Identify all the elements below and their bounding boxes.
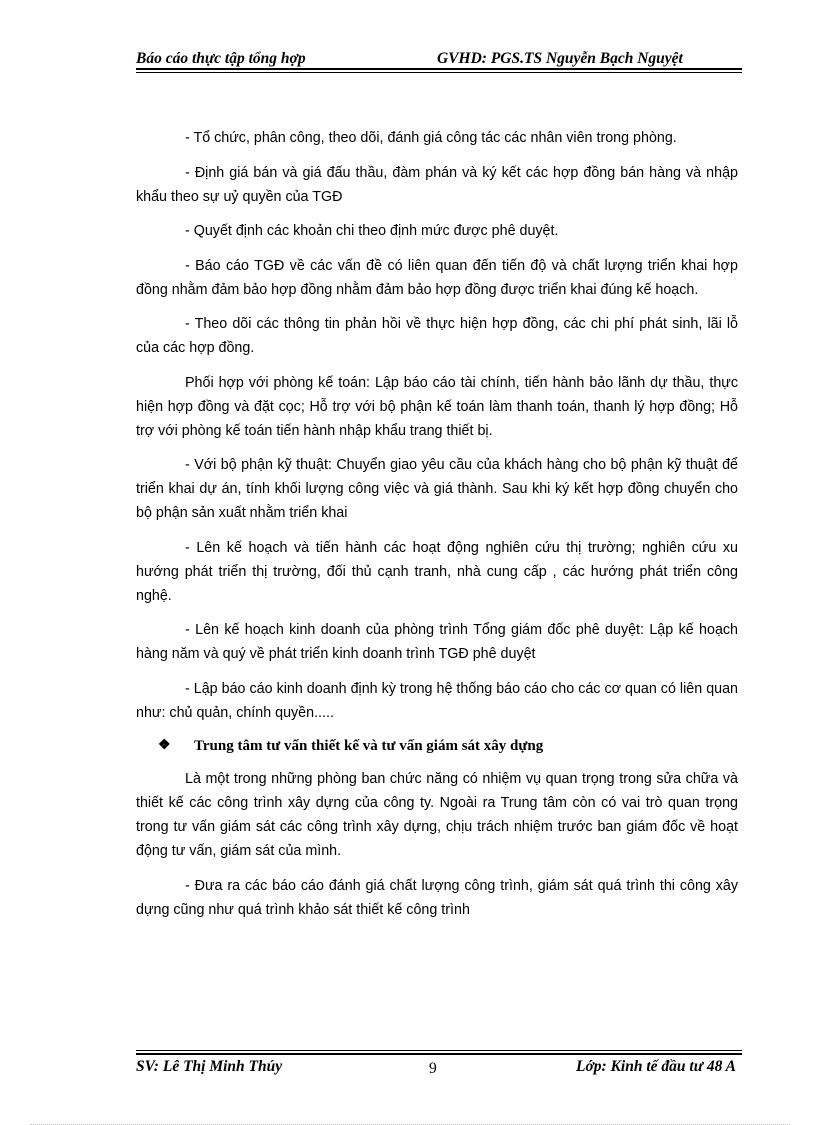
class-name: Lớp: Kinh tế đầu tư 48 A (576, 1058, 736, 1075)
advisor-name: GVHD: PGS.TS Nguyễn Bạch Nguyệt (437, 50, 683, 67)
page-footer (136, 1056, 742, 1080)
paragraph: - Báo cáo TGĐ về các vấn đề có liên quan đến tiến độ và chất lượng triển khai hợp đồng nhằm đảm bảo hợp đồng nhằm đảm bảo hợp đồng được triển khai đúng kế hoạch. (136, 257, 738, 298)
paragraph: - Định giá bán và giá đấu thầu, đàm phán và ký kết các hợp đồng bán hàng và nhập khẩu theo sự uỷ quyền của TGĐ (136, 164, 738, 205)
diamond-bullet-icon: ❖ (158, 738, 171, 753)
paragraph: - Lập báo cáo kinh doanh định kỳ trong hệ thống báo cáo cho các cơ quan có liên quan như: chủ quản, chính quyền..... (136, 680, 738, 721)
paragraph: Là một trong những phòng ban chức năng có nhiệm vụ quan trọng trong sửa chữa và thiết kế các công trình xây dựng của công ty. Ngoài ra Trung tâm còn có vai trò quan trọng trong tư vấn giám sát các công trình xây dựng, chịu trách nhiệm trước ban giám đốc về hoạt động tư vấn, giám sát của mình. (136, 771, 738, 859)
paragraph: - Theo dõi các thông tin phản hồi về thực hiện hợp đồng, các chi phí phát sinh, lãi lỗ của các hợp đồng. (136, 316, 738, 356)
report-title: Báo cáo thực tập tổng hợp (136, 50, 306, 67)
footer-rule-thin (136, 1050, 742, 1051)
student-name: SV: Lê Thị Minh Thúy (136, 1058, 283, 1075)
header-rule-thin (136, 72, 742, 73)
section-heading (158, 735, 738, 757)
paragraph: Phối hợp với phòng kế toán: Lập báo cáo tài chính, tiến hành bảo lãnh dự thầu, thực hiện hợp đồng và đặt cọc; Hỗ trợ với bộ phận kế toán làm thanh toán, thanh lý hợp đồng; Hỗ trợ với phòng kế toán tiến hành nhập khẩu trang thiết bị. (136, 374, 738, 439)
header-rule-thick (136, 68, 742, 70)
paragraph: - Lên kế hoạch kinh doanh của phòng trình Tổng giám đốc phê duyệt: Lập kế hoạch hàng năm và quý về phát triển kinh doanh trình TGĐ phê duyệt (136, 622, 738, 662)
paragraph: - Quyết định các khoản chi theo định mức được phê duyệt. (185, 223, 559, 239)
paragraph: - Đưa ra các báo cáo đánh giá chất lượng công trình, giám sát quá trình thi công xây dựng cũng như quá trình khảo sát thiết kế công trình (136, 877, 738, 918)
paragraph: - Tổ chức, phân công, theo dõi, đánh giá công tác các nhân viên trong phòng. (185, 130, 677, 146)
paragraph: - Lên kế hoạch và tiến hành các hoạt động nghiên cứu thị trường; nghiên cứu xu hướng phát triển thị trường, đối thủ cạnh tranh, nhà cung cấp , các hướng phát triển công nghệ. (136, 539, 738, 604)
page-body (136, 126, 738, 932)
footer-rule-thick (136, 1053, 742, 1055)
section-heading-text: Trung tâm tư vấn thiết kế và tư vấn giám sát xây dựng (194, 738, 544, 754)
paragraph: - Với bộ phận kỹ thuật: Chuyển giao yêu cầu của khách hàng cho bộ phận kỹ thuật để triển khai dự án, tính khối lượng công việc và giá thành. Sau khi ký kết hợp đồng chuyển cho bộ phận sản xuất nhằm triển khai (136, 457, 738, 521)
page-number: 9 (429, 1060, 437, 1077)
